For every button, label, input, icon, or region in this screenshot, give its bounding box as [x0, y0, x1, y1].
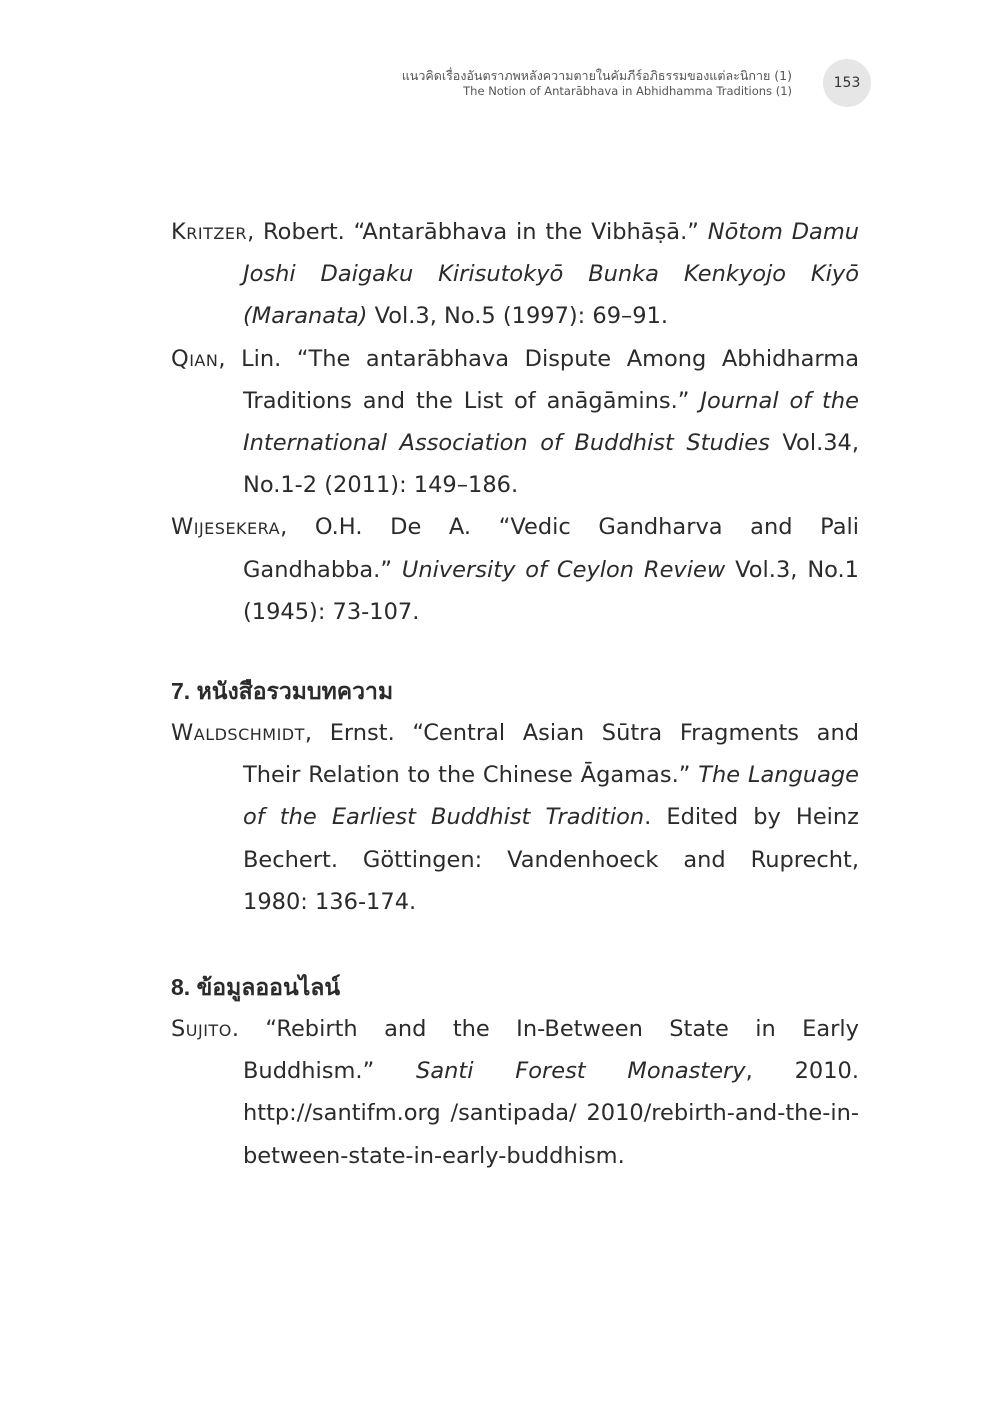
- reference-journal: Journal of the International Association of Buddhist Studies: [243, 387, 859, 457]
- reference-details: Vol.3, No.1 (1945): 73-107.: [243, 556, 859, 625]
- reference-entry-wijesekera: [171, 506, 859, 633]
- reference-text: , O.H. De A. “Vedic Gandharva and Pali Gandhabba.”: [243, 514, 859, 583]
- reference-journal: Nōtom Damu Joshi Daigaku Kirisutokyō Bunka Kenkyojo Kiyō (Maranata): [243, 219, 860, 330]
- reference-entry-sujito: [171, 1008, 859, 1177]
- reference-details: , 2010. http://santifm.org /santipada/ 2010/rebirth-and-the-in-between-state-in-early-buddhism.: [243, 1058, 860, 1169]
- running-header: [402, 68, 792, 99]
- reference-details: . Edited by Heinz Bechert. Göttingen: Vandenhoeck and Ruprecht, 1980: 136-174.: [243, 804, 859, 915]
- reference-entry-qian: [171, 338, 859, 507]
- reference-details: Vol.34, No.1-2 (2011): 149–186.: [243, 430, 860, 499]
- reference-text: , Lin. “The antarābhava Dispute Among Abhidharma Traditions and the List of anāgāmins.”: [218, 345, 859, 414]
- reference-author: Waldschmidt: [171, 720, 305, 747]
- header-english-title: The Notion of Antarābhava in Abhidhamma Traditions (1): [463, 84, 792, 98]
- reference-author: Kritzer: [171, 219, 248, 245]
- reference-entry-waldschmidt: [171, 712, 859, 923]
- section-heading-8: 8. ข้อมูลออนไลน์: [171, 974, 341, 1001]
- reference-text: . “Rebirth and the In-Between State in Early Buddhism.”: [231, 1016, 859, 1085]
- reference-book-title: The Language of the Earliest Buddhist Tradition: [243, 762, 859, 831]
- reference-text: , Ernst. “Central Asian Sūtra Fragments and Their Relation to the Chinese Āgamas.”: [243, 720, 859, 789]
- reference-author: Wijesekera: [171, 514, 281, 541]
- reference-journal: University of Ceylon Review: [401, 556, 726, 583]
- reference-text: , Robert. “Antarābhava in the Vibhāṣā.”: [247, 219, 708, 245]
- page-number-badge: 153: [823, 59, 871, 107]
- reference-details: Vol.3, No.5 (1997): 69–91.: [367, 303, 669, 330]
- section-heading-7: 7. หนังสือรวมบทความ: [171, 678, 394, 705]
- header-thai-title: แนวคิดเรื่องอันตราภพหลังความตายในคัมภีร์อภิธรรมของแต่ละนิกาย (1): [401, 68, 792, 83]
- reference-website: Santi Forest Monastery: [416, 1058, 746, 1085]
- reference-author: Sujito: [171, 1016, 232, 1043]
- reference-author: Qian: [171, 345, 219, 372]
- reference-entry-kritzer: [171, 211, 859, 338]
- bibliography: [171, 211, 859, 1177]
